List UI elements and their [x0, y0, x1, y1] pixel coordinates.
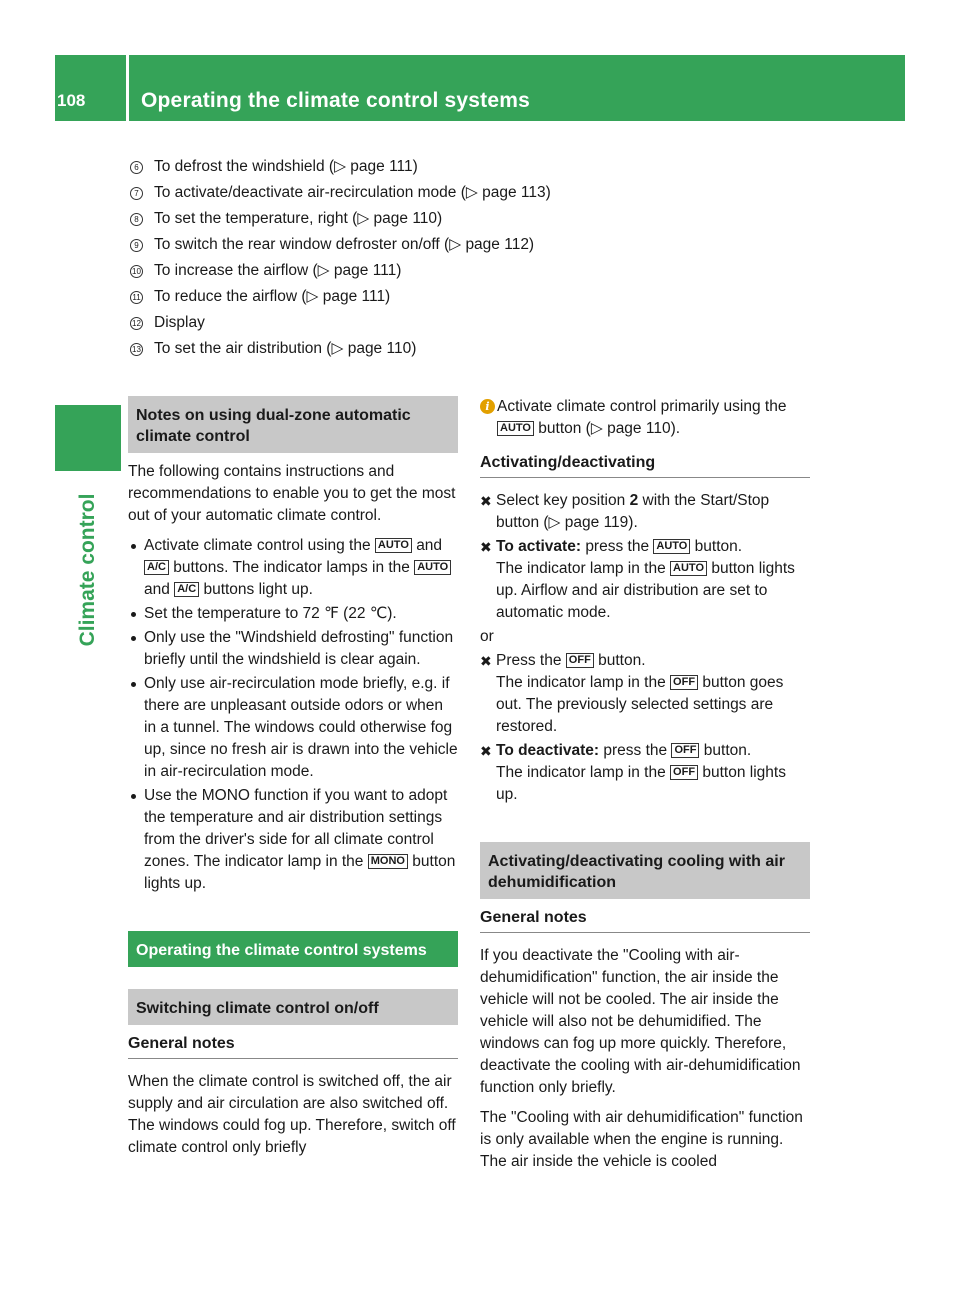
off-button-icon: OFF [670, 765, 698, 780]
step-arrow-icon: ✖ [480, 539, 492, 555]
step-text: press the [603, 742, 668, 759]
callout-number-icon: 8 [130, 213, 143, 226]
list-item [130, 180, 690, 206]
auto-button-icon: AUTO [375, 538, 412, 553]
auto-button-icon: AUTO [414, 560, 451, 575]
list-item: Only use the "Windshield defrosting" function briefly until the windshield is clear again. [128, 627, 458, 671]
auto-button-icon: AUTO [653, 539, 690, 554]
list-item [130, 154, 690, 180]
operating-heading: Operating the climate control systems [128, 931, 458, 967]
bullet-text: button lights up. [144, 853, 456, 892]
bullet-text: buttons light up. [203, 581, 313, 598]
bullet-text: and [144, 581, 170, 598]
ac-button-icon: A/C [144, 560, 169, 575]
callout-number-icon: 6 [130, 161, 143, 174]
step-text: The indicator lamp in the [496, 560, 666, 577]
side-tab [55, 405, 121, 471]
header-divider [126, 55, 129, 121]
ac-button-icon: A/C [174, 582, 199, 597]
list-item-text: To set the temperature, right (▷ page 110) [154, 210, 443, 227]
cooling-paragraph-1: If you deactivate the "Cooling with air-dehumidification" function, the air inside the vehicle will not be cooled. The air inside the vehicle will also not be dehumidified. The windows can fog up more quickly. Therefore, deactivate the cooling with air-dehumidification function only briefly. [480, 947, 801, 1096]
bullet-text: and [416, 537, 443, 554]
right-column [480, 396, 810, 1181]
bullet-text: buttons. The indicator lamps in the [173, 559, 410, 576]
cooling-heading: Activating/deactivating cooling with air dehumidification [480, 842, 810, 899]
side-label [55, 480, 121, 660]
step-arrow-icon: ✖ [480, 743, 492, 759]
step-text: The indicator lamp in the [496, 674, 666, 691]
auto-button-icon: AUTO [670, 561, 707, 576]
list-item [128, 535, 458, 601]
step-text: button lights up. [496, 764, 786, 803]
list-item-text: Display [154, 314, 205, 331]
step-text: Select key position [496, 492, 626, 509]
page-number: 108 [57, 91, 86, 110]
list-item [130, 284, 690, 310]
list-item [130, 336, 690, 362]
list-item [130, 258, 690, 284]
step-key-position: 2 [629, 492, 639, 509]
general-notes-heading: General notes [480, 907, 810, 933]
list-item: Set the temperature to 72 ℉ (22 ℃). [128, 603, 458, 625]
page-title: Operating the climate control systems [141, 89, 531, 112]
general-notes-text: When the climate control is switched off, the air supply and air circulation are also switched off. The windows could fog up. Therefore, switch off climate control only briefly [128, 1073, 456, 1156]
callout-number-icon: 9 [130, 239, 143, 252]
notes-intro: The following contains instructions and recommendations to enable you to get the most out of your automatic climate control. [128, 463, 456, 524]
mono-button-icon: MONO [368, 854, 408, 869]
list-item [130, 232, 690, 258]
step-text: Press the [496, 652, 562, 669]
step-text: with the Start/Stop button (▷ page 119). [496, 492, 770, 531]
step-arrow-icon: ✖ [480, 653, 492, 669]
step-label: To deactivate: [496, 742, 600, 759]
notes-heading: Notes on using dual-zone automatic climate control [128, 396, 458, 453]
side-label-text: Climate control [76, 493, 99, 647]
list-item [130, 206, 690, 232]
list-item-text: To activate/deactivate air-recirculation mode (▷ page 113) [154, 184, 551, 201]
list-item [130, 310, 690, 336]
left-column [128, 396, 458, 1167]
step-text: button. [694, 538, 743, 555]
info-note [480, 396, 810, 440]
list-item-text: To defrost the windshield (▷ page 111) [154, 158, 418, 175]
step-text: button. [598, 652, 646, 669]
callout-number-icon: 13 [130, 343, 143, 356]
callout-number-icon: 7 [130, 187, 143, 200]
or-text: or [480, 628, 494, 645]
step-text: button lights up. Airflow and air distribution are set to automatic mode. [496, 560, 795, 621]
bullet-text: Activate climate control using the [144, 537, 371, 554]
activating-heading: Activating/deactivating [480, 452, 810, 478]
list-item [128, 785, 458, 895]
cooling-paragraph-2: The "Cooling with air dehumidification" function is only available when the engine is running. The air inside the vehicle is cooled [480, 1109, 803, 1170]
callout-number-icon: 10 [130, 265, 143, 278]
step [480, 740, 810, 806]
step [480, 650, 810, 738]
page-header [55, 55, 905, 121]
info-icon: i [480, 399, 495, 414]
info-text: Activate climate control primarily using the [497, 398, 787, 415]
step-text: button goes out. The previously selected settings are restored. [496, 674, 784, 735]
switching-heading: Switching climate control on/off [128, 989, 458, 1025]
callout-number-icon: 12 [130, 317, 143, 330]
auto-button-icon: AUTO [497, 421, 534, 436]
step [480, 490, 810, 534]
list-item-text: To increase the airflow (▷ page 111) [154, 262, 402, 279]
step-label: To activate: [496, 538, 581, 555]
bullet-text: Use the MONO function if you want to adopt the temperature and air distribution settings from the driver's side for all climate control zones. The indicator lamp in the [144, 787, 448, 870]
callout-number-icon: 11 [130, 291, 143, 304]
step-arrow-icon: ✖ [480, 493, 492, 509]
general-notes-heading: General notes [128, 1033, 458, 1059]
off-button-icon: OFF [671, 743, 699, 758]
off-button-icon: OFF [670, 675, 698, 690]
list-item: Only use air-recirculation mode briefly, e.g. if there are unpleasant outside odors or when in a tunnel. The windows could otherwise fog up, since no fresh air is drawn into the vehicle in air-recirculation mode. [128, 673, 458, 783]
step-text: button. [703, 742, 752, 759]
step [480, 536, 810, 624]
step-text: The indicator lamp in the [496, 764, 666, 781]
off-button-icon: OFF [566, 653, 594, 668]
info-text: button (▷ page 110). [538, 420, 681, 437]
callout-list [130, 154, 690, 362]
list-item-text: To set the air distribution (▷ page 110) [154, 340, 417, 357]
list-item-text: To switch the rear window defroster on/off (▷ page 112) [154, 236, 535, 253]
list-item-text: To reduce the airflow (▷ page 111) [154, 288, 391, 305]
step-text: press the [585, 538, 650, 555]
